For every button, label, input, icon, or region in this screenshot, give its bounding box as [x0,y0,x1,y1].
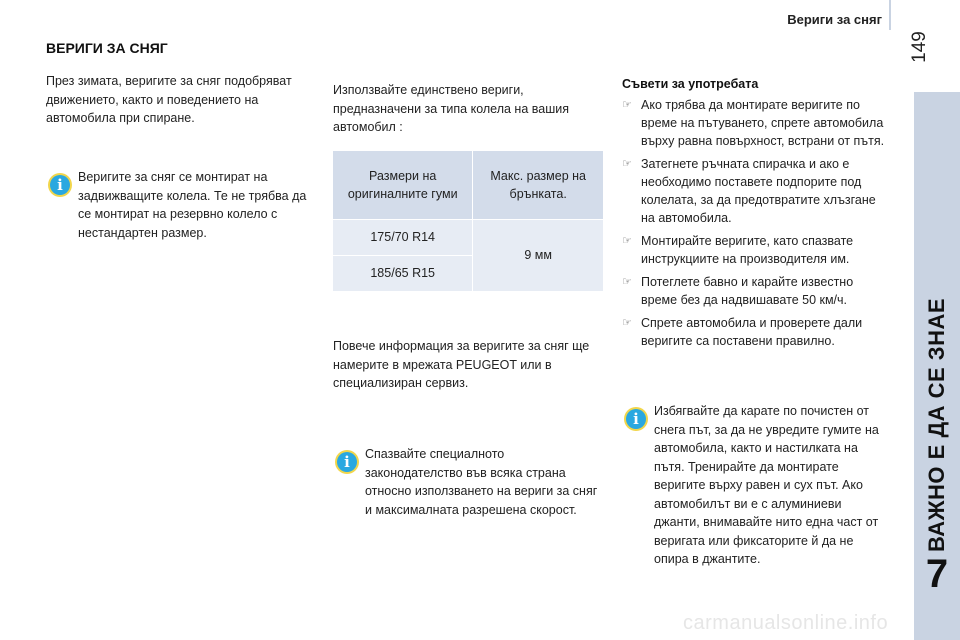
tips-title: Съвети за употребата [622,77,759,91]
page-number: 149 [909,31,930,63]
chapter-label-wrap [905,297,960,553]
chapter-number: 7 [925,552,949,596]
list-item: ☞ Монтирайте веригите, като спазвате инструкциите на производителя им. [622,234,854,266]
info-note-avoid-roads [622,402,888,569]
chapter-label: ВАЖНО Е ДА СЕ ЗНАЕ [924,297,949,553]
header-title: Вериги за сняг [787,12,882,27]
list-item: ☞ Спрете автомобила и проверете дали веригите са поставени правилно. [622,316,863,348]
list-item: ☞ Затегнете ръчната спирачка и ако е необходимо поставете подпорите под колелата, за да предотвратите хлъзгане на автомобила. [622,157,876,225]
table-cell-size-2: 185/65 R15 [333,255,473,291]
info-note-legislation [333,445,605,519]
pointing-hand-icon: ☞ [622,317,632,329]
watermark: carmanualsonline.info [683,612,889,634]
usage-paragraph: Използвайте единствено вериги, предназначени за типа колела на вашия автомобил : [333,83,569,134]
info-note-rear-wheels [46,168,318,242]
table-header-row [333,151,603,219]
table-cell-size-1: 175/70 R14 [333,219,473,255]
info-icon: i [50,175,70,195]
table-header-sizes: Размери на оригиналните гуми [333,151,473,219]
info-note-text: Веригите за сняг се монтират на задвижващите колела. Те не трябва да се монтират на резервно колело с нестандартен размер. [78,170,307,240]
list-item: ☞ Потеглете бавно и карайте известно време без да надвишавате 50 км/ч. [622,275,854,307]
pointing-hand-icon: ☞ [622,235,632,247]
pointing-hand-icon: ☞ [622,158,632,170]
info-icon: i [337,452,357,472]
intro-paragraph: През зимата, веригите за сняг подобряват движението, както и поведението на автомобила при спиране. [46,74,292,125]
info-note-text: Спазвайте специалното законодателство във всяка страна относно използването на вериги за сняг и максималната разрешена скорост. [365,447,598,517]
section-title: ВЕРИГИ ЗА СНЯГ [46,40,168,56]
info-icon: i [626,409,646,429]
pointing-hand-icon: ☞ [622,276,632,288]
header-divider [889,0,891,30]
table-cell-max: 9 мм [473,219,603,291]
info-note-text: Избягвайте да карате по почистен от снега път, за да не увредите гумите на автомобила, както и настилката на пътя. Тренирайте да монтирате веригите върху равен и сух път. Ако автомобилът ви е с алуминиеви джанти, внимавайте нито една част от веригата или фиксаторите й да не опира в джантите. [654,404,879,566]
list-item: ☞ Ако трябва да монтирате веригите по време на пътуването, спрете автомобила върху равна повърхност, встрани от пътя. [622,98,885,148]
more-info-paragraph: Повече информация за веригите за сняг ще намерите в мрежата PEUGEOT или в специализиран сервиз. [333,339,590,390]
chain-size-table [333,151,603,291]
tips-list [622,96,890,355]
pointing-hand-icon: ☞ [622,99,632,111]
table-row [333,219,603,255]
table-header-max: Макс. размер на брънката. [490,168,586,201]
